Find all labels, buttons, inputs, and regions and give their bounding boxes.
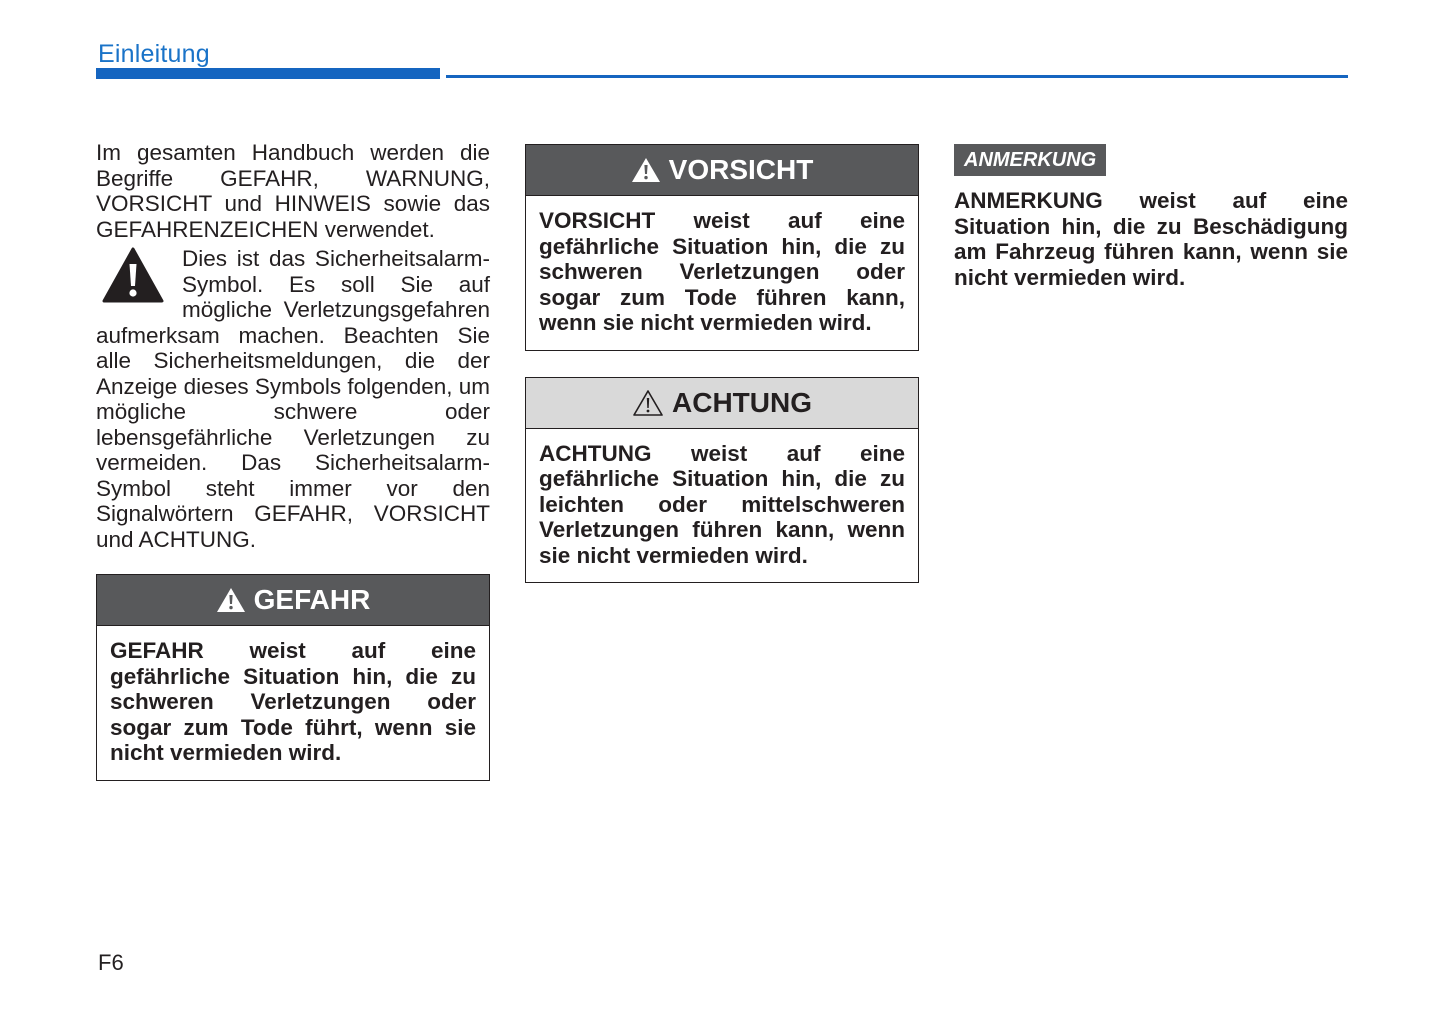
danger-box-title: GEFAHR bbox=[253, 584, 371, 615]
warning-triangle-icon bbox=[631, 157, 661, 183]
warning-triangle-icon bbox=[216, 587, 246, 613]
intro-paragraph: Im gesamten Handbuch werden die Begriffe GEFAHR, WARNUNG, VORSICHT und HINWEIS sowie das GEFAHRENZEICHEN verwendet. bbox=[96, 140, 490, 242]
note-label: ANMERKUNG bbox=[954, 144, 1106, 176]
safety-symbol-block bbox=[96, 246, 490, 552]
note-body: ANMERKUNG weist auf eine Situation hin, die zu Beschädigung am Fahrzeug führen kann, wenn sie nicht vermieden wird. bbox=[954, 188, 1348, 290]
page-number: F6 bbox=[98, 950, 124, 975]
warning-box-body: VORSICHT weist auf eine gefährliche Situation hin, die zu schweren Verletzungen oder sogar zum Tode führen kann, wenn sie nicht vermieden wird. bbox=[539, 208, 905, 335]
header-rule-thick bbox=[96, 68, 440, 79]
danger-box-header bbox=[97, 575, 489, 626]
warning-triangle-outline-icon bbox=[632, 389, 664, 417]
safety-symbol-description: Dies ist das Sicherheitsalarm-Symbol. Es soll Sie auf mögliche Verletzungsgefahren aufmerksam machen. Beachten Sie alle Sicherheitsmeldungen, die der Anzeige dieses Symbols folgenden, um mögliche schwere oder lebensgefährliche Verletzungen zu vermeiden. Das Sicherheitsalarm-Symbol steht immer vor den Signalwörtern GEFAHR, VORSICHT und ACHTUNG. bbox=[96, 246, 490, 552]
danger-box-body: GEFAHR weist auf eine gefährliche Situation hin, die zu schweren Verletzungen oder sogar zum Tode führt, wenn sie nicht vermieden wird. bbox=[110, 638, 476, 765]
caution-box bbox=[525, 377, 919, 584]
section-title: Einleitung bbox=[98, 40, 210, 68]
caution-box-body: ACHTUNG weist auf eine gefährliche Situation hin, die zu leichten oder mittelschweren Verletzungen führen kann, wenn sie nicht vermieden wird. bbox=[539, 440, 905, 568]
column-right bbox=[954, 144, 1348, 290]
warning-box-title: VORSICHT bbox=[668, 154, 814, 185]
column-middle bbox=[525, 144, 919, 583]
column-left bbox=[96, 140, 490, 781]
warning-box bbox=[525, 144, 919, 351]
warning-triangle-icon bbox=[102, 246, 164, 304]
caution-box-header bbox=[526, 378, 918, 429]
caution-box-title: ACHTUNG bbox=[672, 386, 812, 418]
danger-box bbox=[96, 574, 490, 781]
header-rule-thin bbox=[446, 75, 1348, 78]
warning-box-header bbox=[526, 145, 918, 196]
